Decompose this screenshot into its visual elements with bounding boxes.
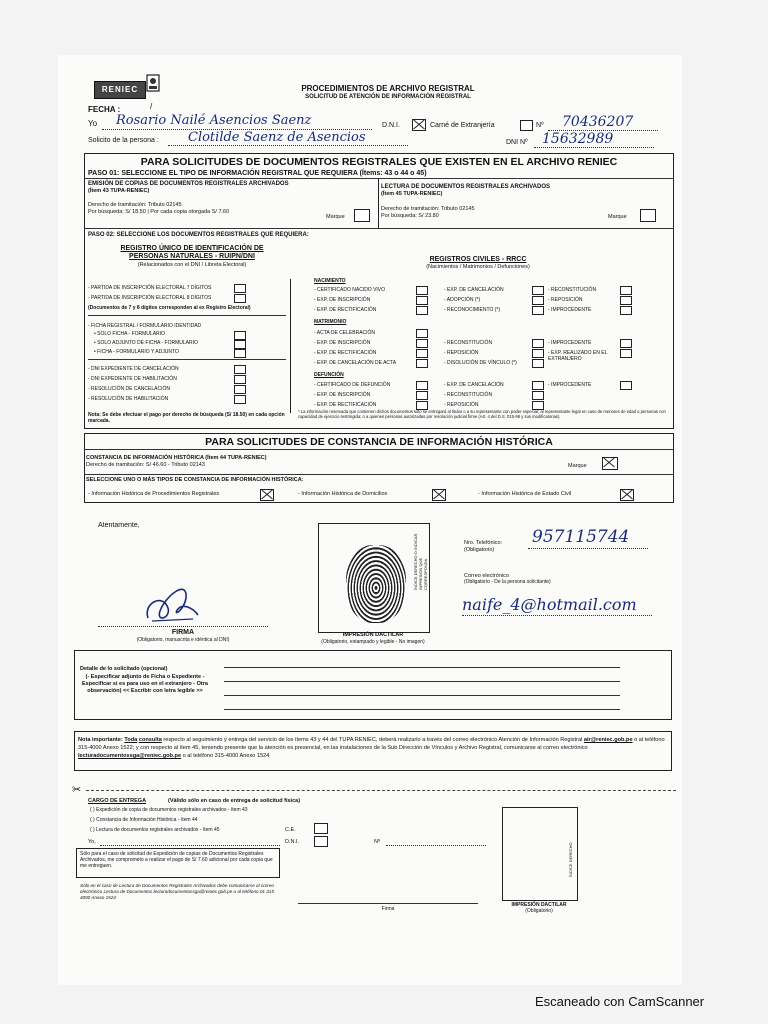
rrcc-checkbox[interactable] (416, 296, 428, 305)
rrcc-checkbox[interactable] (620, 286, 632, 295)
ruipn-note-digits: (Documentos de 7 y 8 dígitos corresponden al ex Registro Electoral) (88, 305, 251, 311)
lectura-title: LECTURA DE DOCUMENTOS REGISTRALES ARCHIVADOS (381, 184, 551, 190)
rrcc-checkbox[interactable] (532, 391, 544, 400)
nota-body: o al teléfono 315-4000 Anexo 1524 (182, 753, 270, 759)
ruipn-item: - PARTIDA DE INSCRIPCIÓN ELECTORAL 8 DÍGITOS (88, 295, 212, 301)
firma-line (98, 626, 268, 627)
nota-text (78, 736, 668, 760)
nota-email1[interactable]: air@reniec.gob.pe (583, 737, 633, 743)
ruipn-item: - DNI EXPEDIENTE DE HABILITACIÓN (88, 376, 177, 382)
entrega-box1-text: Sólo para el caso de solicitud de Expedición de copias de Documentos Registrales Archivados, me comprometo a realizar el pago de S/ 7.60 adicional por cada copia que me entreguen. (80, 851, 273, 869)
form-subtitle: SOLICITUD DE ATENCIÓN DE INFORMACIÓN REGISTRAL (305, 94, 471, 100)
select-label: SELECCIONE UNO O MÁS TIPOS DE CONSTANCIA DE INFORMACIÓN HISTÓRICA: (86, 477, 304, 483)
divider (290, 279, 291, 413)
ruipn-note: Nota: Se debe efectuar el pago por derecho de búsqueda (S/ 18.50) en cada opción marcada. (88, 412, 285, 424)
entrega-item: ( ) Lectura de documentos registrales archivados - ítem 45 (90, 827, 220, 833)
rrcc-checkbox[interactable] (532, 286, 544, 295)
option2-checkbox[interactable] (432, 489, 446, 501)
ruipn-item: • SOLO FICHA - FORMULARIO (94, 331, 165, 337)
yo-value[interactable]: Rosario Nailé Asencios Saenz (116, 113, 312, 128)
option2-label: - Información Histórica de Domicilios (298, 491, 388, 497)
ruipn-item: - RESOLUCIÓN DE HABILITACIÓN (88, 396, 169, 402)
detalle-line[interactable] (224, 667, 620, 668)
rrcc-item: - EXP. DE INSCRIPCIÓN (314, 297, 371, 303)
detalle-label: Detalle de lo solicitado (opcional) (80, 666, 168, 672)
ruipn-item: - PARTIDA DE INSCRIPCIÓN ELECTORAL 7 DÍGITOS (88, 285, 212, 291)
rrcc-item: - CERTIFICADO DE DEFUNCIÓN (314, 382, 391, 388)
rrcc-checkbox[interactable] (416, 359, 428, 368)
detalle-line[interactable] (224, 695, 620, 696)
divider (378, 179, 379, 228)
rrcc-checkbox[interactable] (416, 381, 428, 390)
entrega-firma-line[interactable] (298, 903, 478, 904)
rrcc-item: - REPOSICIÓN (444, 402, 479, 408)
rrcc-checkbox[interactable] (532, 306, 544, 315)
firma-label: FIRMA (171, 629, 195, 636)
telefono-line (528, 548, 648, 549)
rrcc-checkbox[interactable] (620, 306, 632, 315)
ruipn-item: • SOLO ADJUNTO DE FICHA - FORMULARIO (94, 340, 198, 346)
entrega-item: ( ) Constancia de Información Histórica - ítem 44 (90, 817, 198, 823)
camscanner-watermark: Escaneado con CamScanner (535, 994, 705, 1009)
solicito-label: Solicito de la persona : (88, 137, 159, 144)
option1-checkbox[interactable] (260, 489, 274, 501)
telefono-value[interactable]: 957115744 (532, 527, 630, 547)
rrcc-item: - EXP. DE CANCELACIÓN DE ACTA (314, 360, 397, 366)
solicito-line (168, 145, 408, 146)
dni2-value[interactable]: 15632989 (542, 131, 614, 147)
rrcc-item: - ADOPCIÓN (*) (444, 297, 481, 303)
no-label: Nº (536, 122, 544, 129)
rrcc-item: - EXP. DE CANCELACIÓN (444, 287, 504, 293)
impresion-note: (Obligatorio, estampado y legible - No imagen) (321, 639, 425, 645)
ruipn-checkbox[interactable] (234, 385, 246, 394)
nacimiento-label: NACIMIENTO (314, 278, 346, 284)
rrcc-item: - DISOLUCIÓN DE VÍNCULO (*) (444, 360, 517, 366)
solicito-value[interactable]: Clotilde Saenz de Asencios (188, 130, 366, 145)
email-note: (Obligatorio - De la persona solicitante) (464, 579, 551, 585)
detalle-line[interactable] (224, 709, 620, 710)
section2-title: PARA SOLICITUDES DE CONSTANCIA DE INFORMACIÓN HISTÓRICA (205, 436, 553, 448)
emision-derecho: Derecho de tramitación: Tributo 02145 (88, 202, 182, 208)
email-value[interactable]: naife_4@hotmail.com (462, 595, 637, 614)
ruipn-item: • FICHA - FORMULARIO Y ADJUNTO (94, 349, 179, 355)
ruipn-title: REGISTRO ÚNICO DE IDENTIFICACIÓN DE PERSONAS NATURALES - RUIPN/DNI (120, 245, 264, 260)
detalle-line[interactable] (224, 681, 620, 682)
peru-shield-icon (146, 73, 160, 93)
divider (88, 359, 286, 360)
rrcc-checkbox[interactable] (620, 296, 632, 305)
nota-body: o al teléfono 315-4000 Anexo 1522; y con respecto al ítem 45, teniendo presente que la atención es presencial, en las instalaciones de la Sub Dirección de Vínculos y Archivo Registral, comunicarse al correo electrónico (78, 737, 665, 751)
fecha-value: / (150, 102, 153, 111)
rrcc-checkbox[interactable] (620, 339, 632, 348)
rrcc-checkbox[interactable] (416, 349, 428, 358)
rrcc-item: - REPOSICIÓN (444, 350, 479, 356)
ce-label: Carné de Extranjería (430, 122, 495, 129)
rrcc-item: - RECONSTITUCIÓN (444, 392, 493, 398)
ruipn-checkbox[interactable] (234, 294, 246, 303)
rrcc-item: - RECONSTITUCIÓN (548, 287, 597, 293)
entrega-fingerprint-box (502, 807, 578, 901)
rrcc-note: * La información reservada que contienen dichos documentos sólo se entregará al titular o a su representante con poder especial; al representante legal en caso de menores de edad o personas con capacidad de ejercicio restringida; o a quienes personas autorizadas por resolución judicial firme (Art. 4 del D.S. 015-98 y sus modificatorias). (298, 409, 666, 419)
reniec-logo: RENIEC (94, 81, 146, 99)
rrcc-item: - EXP. DE RECTIFICACIÓN (314, 350, 377, 356)
option3-label: - Información Histórica de Estado Civil (478, 491, 572, 497)
ruipn-checkbox[interactable] (234, 365, 246, 374)
rrcc-item: - REPOSICIÓN (548, 297, 583, 303)
lectura-marque-label: Marque (608, 214, 627, 220)
no-value[interactable]: 70436207 (562, 114, 634, 130)
section1-title: PARA SOLICITUDES DE DOCUMENTOS REGISTRALES QUE EXISTEN EN EL ARCHIVO RENIEC (140, 156, 618, 168)
fingerprint-side-note: ÍNDICE DERECHO O INDICAR IMPRESIÓN QUE CORRESPONDA (413, 533, 428, 590)
divider (84, 449, 673, 450)
rrcc-checkbox[interactable] (532, 381, 544, 390)
ruipn-item: - FICHA REGISTRAL / FORMULARIO IDENTIDAD (88, 323, 202, 329)
dni2-label: DNI Nº (506, 139, 528, 146)
ce-checkbox[interactable] (520, 120, 533, 131)
cut-line (86, 790, 676, 791)
entrega-item: ( ) Expedición de copia de documentos registrales archivados - ítem 43 (90, 807, 248, 813)
constancia-label: CONSTANCIA DE INFORMACIÓN HISTÓRICA (Ítem 44 TUPA-RENIEC) (86, 455, 267, 461)
firma-note: (Obligatorio, manuscrita e idéntica al DNI) (136, 637, 230, 643)
nota-email2[interactable]: lecturadocumentossga@reniec.gob.pe (78, 753, 182, 759)
constancia-marque-label: Marque (568, 463, 587, 469)
rrcc-item: - EXP. DE RECTIFICACIÓN (314, 402, 377, 408)
impresion-label: IMPRESIÓN DACTILAR (342, 632, 404, 638)
entrega-no-label: Nº (374, 839, 380, 845)
rrcc-title: REGISTROS CIVILES - RRCC (429, 256, 527, 263)
nota-body: respecto al seguimiento y entrega del servicio de los ítems 43 y 44 del TUPA RENIEC, deberá realizarlo a través del correo electrónico Atención de Información Registral (163, 737, 583, 743)
rrcc-item: - RECONOCIMIENTO (*) (444, 307, 501, 313)
emision-busqueda: Por búsqueda: S/ 18.50 | Por cada copia otorgada S/ 7.60 (88, 209, 230, 215)
ruipn-checkbox[interactable] (234, 375, 246, 384)
entrega-impresion-oblig: (Obligatorio) (525, 908, 553, 914)
emision-title: EMISIÓN DE COPIAS DE DOCUMENTOS REGISTRALES ARCHIVADOS (88, 181, 289, 187)
email-label: Correo electrónico (464, 573, 509, 579)
dni2-line (534, 147, 654, 148)
divider (84, 228, 673, 229)
entrega-dni-checkbox[interactable] (314, 836, 328, 847)
atentamente-label: Atentamente, (98, 522, 140, 529)
entrega-ce-checkbox[interactable] (314, 823, 328, 834)
option1-label: - Información Histórica de Procedimientos Registrales (88, 491, 220, 497)
ruipn-item: - RESOLUCIÓN DE CANCELACIÓN (88, 386, 170, 392)
rrcc-checkbox[interactable] (620, 381, 632, 390)
divider (84, 474, 673, 475)
rrcc-item: - EXP. REALIZADO EN EL EXTRANJERO (548, 350, 608, 362)
rrcc-checkbox[interactable] (416, 339, 428, 348)
entrega-dni-label: D.N.I. (285, 839, 300, 845)
rrcc-item: - EXP. DE INSCRIPCIÓN (314, 340, 371, 346)
lectura-busqueda: Por búsqueda: S/ 23.80 (381, 213, 439, 219)
lectura-checkbox[interactable] (640, 209, 656, 222)
entrega-no-line[interactable] (386, 845, 486, 846)
rrcc-checkbox[interactable] (620, 349, 632, 358)
divider (88, 315, 286, 316)
rrcc-subtitle: (Nacimientos / Matrimonios / Defunciones) (426, 264, 530, 270)
entrega-yo-line[interactable] (100, 845, 280, 846)
rrcc-checkbox[interactable] (416, 306, 428, 315)
telefono-label: Nro. Telefónico: (464, 540, 503, 546)
form-title: PROCEDIMIENTOS DE ARCHIVO REGISTRAL (301, 84, 475, 93)
rrcc-checkbox[interactable] (532, 359, 544, 368)
option3-checkbox[interactable] (620, 489, 634, 501)
ruipn-checkbox[interactable] (234, 284, 246, 293)
form-sheet (58, 55, 682, 985)
emision-checkbox[interactable] (354, 209, 370, 222)
dni-checkbox[interactable] (412, 119, 426, 131)
rrcc-item: - ACTA DE CELEBRACIÓN (314, 330, 376, 336)
lectura-derecho: Derecho de tramitación: Tributo 02145 (381, 206, 475, 212)
ruipn-checkbox[interactable] (234, 349, 246, 358)
nota-toda: Toda (124, 737, 138, 743)
entrega-box2-text: Sólo en el caso de Lectura de Documentos Registrales Archivados debe comunicarse al correo electrónico Lectura de Documentos lecturadocumentossga@reniec.gob.pe o al teléfono 01 315 4000 Anexo 1524 (80, 883, 274, 900)
rrcc-checkbox[interactable] (416, 329, 428, 338)
nota-label: Nota importante: (78, 737, 123, 743)
nota-consulta: consulta (138, 737, 162, 743)
dni-label: D.N.I. (382, 122, 400, 129)
rrcc-checkbox[interactable] (416, 391, 428, 400)
constancia-derecho: Derecho de tramitación: S/ 46.60 - Tributo 02143 (86, 462, 205, 468)
scissors-icon: ✂ (72, 784, 82, 796)
fingerprint (346, 545, 406, 623)
entrega-ce-label: C.E. (285, 827, 296, 833)
paso2-label: PASO 02: SELECCIONE LOS DOCUMENTOS REGISTRALES QUE REQUIERA: (88, 232, 309, 238)
detalle-text: (- Especificar adjunto de Ficha o Expediente - Especificar si es para uso en el extranjero - Otra observación) << Escribir con letra legible >> (82, 674, 208, 694)
rrcc-item: - IMPROCEDENTE (548, 307, 592, 313)
matrimonio-label: MATRIMONIO (314, 319, 347, 325)
fecha-label: FECHA : (88, 105, 121, 114)
ruipn-checkbox[interactable] (234, 340, 246, 349)
rrcc-item: - RECONSTITUCIÓN (444, 340, 493, 346)
rrcc-item: - IMPROCEDENTE (548, 340, 592, 346)
rrcc-checkbox[interactable] (532, 296, 544, 305)
entrega-title: CARGO DE ENTREGA (88, 798, 147, 804)
rrcc-item: - IMPROCEDENTE (548, 382, 592, 388)
ruipn-item: - DNI EXPEDIENTE DE CANCELACIÓN (88, 366, 179, 372)
entrega-title-note: (Válido sólo en caso de entrega de solicitud física) (168, 798, 301, 804)
ruipn-checkbox[interactable] (234, 395, 246, 404)
constancia-checkbox[interactable] (602, 457, 618, 470)
ruipn-checkbox[interactable] (234, 331, 246, 340)
rrcc-checkbox[interactable] (416, 286, 428, 295)
yo-label: Yo (88, 119, 98, 128)
email-line (462, 615, 652, 616)
rrcc-item: - EXP. DE CANCELACIÓN (444, 382, 504, 388)
lectura-item: (Ítem 45 TUPA-RENIEC) (381, 191, 443, 197)
entrega-indice: ÍNDICE DERECHO (568, 842, 573, 877)
signature-drawing (138, 573, 208, 628)
paso1-label: PASO 01: SELECCIONE EL TIPO DE INFORMACIÓN REGISTRAL QUE REQUIERA (Ítems: 43 o 44 o 45) (88, 170, 427, 177)
entrega-impresion-label: IMPRESIÓN DACTILAR (511, 902, 567, 908)
rrcc-item: - EXP. DE INSCRIPCIÓN (314, 392, 371, 398)
emision-item: (Ítem 43 TUPA-RENIEC) (88, 188, 150, 194)
rrcc-item: - CERTIFICADO NACIDO VIVO (314, 287, 386, 293)
ruipn-subtitle: (Relacionados con el DNI / Libreta Electoral) (137, 262, 247, 268)
rrcc-item: - EXP. DE RECTIFICACIÓN (314, 307, 377, 313)
rrcc-checkbox[interactable] (532, 339, 544, 348)
emision-marque-label: Marque (326, 214, 345, 220)
entrega-yo-label: Yo, (88, 839, 96, 845)
telefono-oblig: (Obligatorio) (464, 547, 495, 553)
rrcc-checkbox[interactable] (532, 349, 544, 358)
entrega-firma-label: Firma (381, 906, 395, 912)
defuncion-label: DEFUNCIÓN (314, 372, 344, 378)
